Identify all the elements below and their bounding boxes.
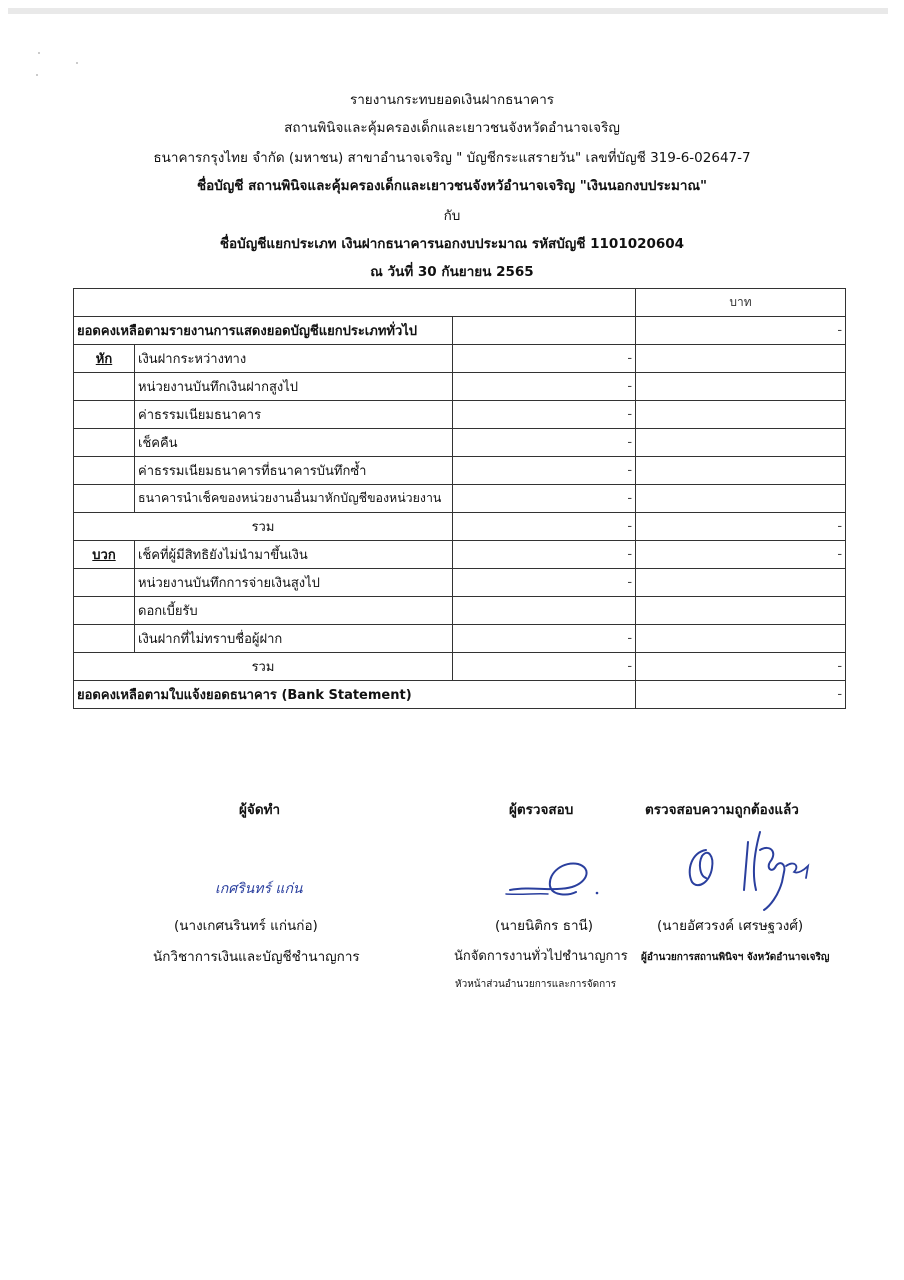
add-subtotal-row	[74, 653, 846, 681]
opening-balance-row	[74, 317, 846, 345]
add-item-label: เช็คที่ผู้มีสิทธิยังไม่นำมาขึ้นเงิน	[135, 541, 453, 569]
preparer-title: ผู้จัดทำ	[239, 802, 281, 818]
opening-balance-label: ยอดคงเหลือตามรายงานการแสดงยอดบัญชีแยกประเภททั่วไป	[74, 317, 453, 345]
preparer-signature: เกศรินทร์ แก่น	[215, 881, 303, 897]
bank-account-line: ธนาคารกรุงไทย จำกัด (มหาชน) สาขาอำนาจเจริญ " บัญชีกระแสรายวัน" เลขที่บัญชี 319-6-02647-7	[153, 150, 751, 166]
add-item-value: -	[453, 625, 636, 653]
reviewer-name: (นายนิติกร ธานี)	[495, 918, 594, 934]
report-title: รายงานกระทบยอดเงินฝากธนาคาร	[349, 92, 555, 108]
report-date: ณ วันที่ 30 กันยายน 2565	[370, 264, 534, 280]
less-item-label: ธนาคารนำเช็คของหน่วยงานอื่นมาหักบัญชีของหน่วยงาน	[135, 485, 453, 513]
table-row	[74, 485, 846, 513]
table-row	[74, 373, 846, 401]
verifier-title: ตรวจสอบความถูกต้องแล้ว	[645, 802, 799, 818]
account-name-line: ชื่อบัญชี สถานพินิจและคุ้มครองเด็กและเยาวชนจังหวัอำนาจเจริญ "เงินนอกงบประมาณ"	[196, 178, 708, 194]
table-row	[74, 429, 846, 457]
preparer-name: (นางเกศนรินทร์ แก่นก่อ)	[174, 918, 318, 934]
table-row	[74, 597, 846, 625]
less-item-label: ค่าธรรมเนียมธนาคารที่ธนาคารบันทึกซ้ำ	[135, 457, 453, 485]
header-blank-cell	[74, 289, 636, 317]
less-label: หัก	[74, 345, 135, 373]
add-item-value: -	[453, 541, 636, 569]
table-row	[74, 401, 846, 429]
less-item-label: เช็คคืน	[135, 429, 453, 457]
less-subtotal-total: -	[636, 513, 846, 541]
add-item-label: ดอกเบี้ยรับ	[135, 597, 453, 625]
reviewer-signature	[502, 856, 612, 906]
verifier-name: (นายอัศวรงค์ เศรษฐวงศ์)	[657, 918, 804, 934]
table-row	[74, 625, 846, 653]
opening-balance-value: -	[636, 317, 846, 345]
verifier-position: ผู้อำนวยการสถานพินิจฯ จังหวัดอำนาจเจริญ	[641, 952, 830, 963]
closing-balance-row	[74, 681, 846, 709]
less-item-value: -	[453, 373, 636, 401]
add-item-total: -	[636, 541, 846, 569]
reconciliation-table	[73, 288, 846, 709]
less-item-label: หน่วยงานบันทึกเงินฝากสูงไป	[135, 373, 453, 401]
unit-header: บาท	[636, 289, 846, 317]
table-row	[74, 345, 846, 373]
opening-amount-cell	[453, 317, 636, 345]
less-item-value: -	[453, 485, 636, 513]
table-row	[74, 541, 846, 569]
less-item-label: เงินฝากระหว่างทาง	[135, 345, 453, 373]
closing-balance-value: -	[636, 681, 846, 709]
less-item-label: ค่าธรรมเนียมธนาคาร	[135, 401, 453, 429]
less-item-value: -	[453, 429, 636, 457]
table-row	[74, 569, 846, 597]
agency-name: สถานพินิจและคุ้มครองเด็กและเยาวชนจังหวัดอำนาจเจริญ	[284, 120, 620, 136]
less-subtotal-label: รวม	[74, 513, 453, 541]
with-label: กับ	[443, 208, 461, 224]
add-item-value: -	[453, 569, 636, 597]
less-subtotal-value: -	[453, 513, 636, 541]
less-subtotal-row	[74, 513, 846, 541]
verifier-signature	[678, 826, 828, 918]
reviewer-position: นักจัดการงานทั่วไปชำนาญการ	[454, 949, 628, 964]
add-subtotal-label: รวม	[74, 653, 453, 681]
less-item-value: -	[453, 401, 636, 429]
reviewer-position-2: หัวหน้าส่วนอำนวยการและการจัดการ	[455, 979, 617, 990]
reviewer-title: ผู้ตรวจสอบ	[509, 802, 574, 818]
add-item-label: หน่วยงานบันทึกการจ่ายเงินสูงไป	[135, 569, 453, 597]
add-item-label: เงินฝากที่ไม่ทราบชื่อผู้ฝาก	[135, 625, 453, 653]
add-subtotal-total: -	[636, 653, 846, 681]
closing-balance-label: ยอดคงเหลือตามใบแจ้งยอดธนาคาร (Bank Statement)	[74, 681, 636, 709]
ledger-account-line: ชื่อบัญชีแยกประเภท เงินฝากธนาคารนอกงบประมาณ รหัสบัญชี 1101020604	[219, 236, 685, 252]
scan-top-band	[8, 8, 888, 14]
table-row	[74, 457, 846, 485]
add-subtotal-value: -	[453, 653, 636, 681]
less-item-value: -	[453, 345, 636, 373]
table-header-row	[74, 289, 846, 317]
less-item-value: -	[453, 457, 636, 485]
preparer-position: นักวิชาการเงินและบัญชีชำนาญการ	[153, 949, 360, 965]
add-label: บวก	[74, 541, 135, 569]
